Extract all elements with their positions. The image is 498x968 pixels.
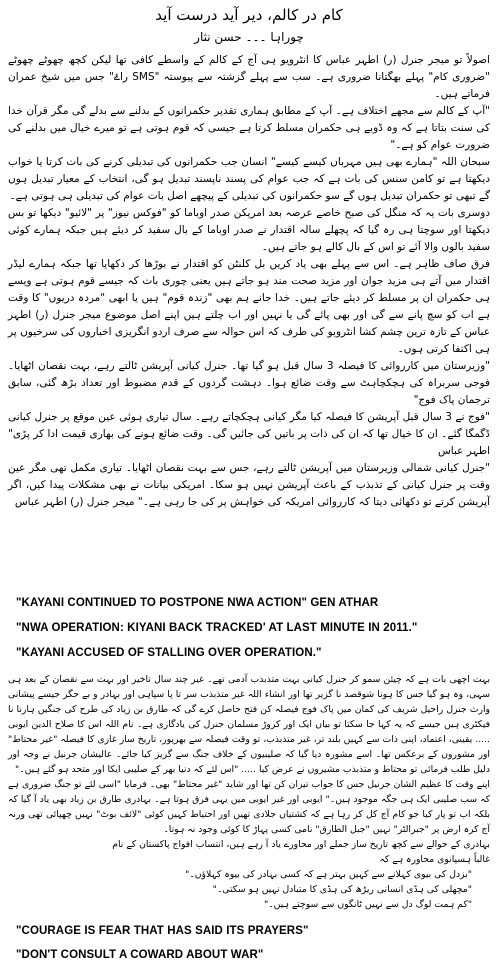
body-top bbox=[8, 52, 490, 511]
column-byline: چوراہا ۔۔۔ حسن نثار bbox=[194, 30, 304, 44]
english-headline: "DON'T CONSULT A COWARD ABOUT WAR" bbox=[16, 949, 264, 961]
quote: "مچھلی کی ہڈی انسانی ریڑھ کی ہڈی کا متبادل نہیں ہو سکتی۔" bbox=[212, 884, 472, 895]
paragraph: بہادری کے حوالے سے کچھ تاریخ ساز جملے اور محاورے یاد آ رہے ہیں، انتساب افواج پاکستان کے نام bbox=[112, 839, 490, 850]
english-headline: "KAYANI CONTINUED TO POSTPONE NWA ACTION" GEN ATHAR bbox=[16, 597, 379, 609]
column-title: کام در کالم، دیر آید درست آید bbox=[155, 6, 343, 24]
english-headline: "COURAGE IS FEAR THAT HAS SAID ITS PRAYERS" bbox=[16, 925, 309, 937]
paragraph: "وزیرستان میں کارروائی کا فیصلہ 3 سال قبل ہو گیا تھا۔ جنرل کیانی آپریشن ٹالتے رہے، بہت نقصان اٹھایا۔ فوجی سربراہ کی ہچکچاہٹ سے وقت ضائع ہوا۔ دہشت گردوں کے قدم مضبوط اور تعداد بڑھ گئی، سابق ترجمان پاک فوج" bbox=[8, 360, 490, 406]
quote: "کم ہمت لوگ دل سے نہیں ٹانگوں سے سوچتے ہیں۔" bbox=[263, 899, 472, 910]
paragraph: "فوج نے 3 سال قبل آپریشن کا فیصلہ کیا مگر کیانی ہچکچاتے رہے۔ سال تیاری ہوئی عین موقع پر جنرل کیانی ڈگمگا گئے۔ ان کا خیال تھا کہ ان کی ذات پر باتیں کی جائیں گی۔ وقت ضائع ہونے کی بھاری قیمت ادا کر پڑی" اطہر عباس bbox=[8, 411, 491, 457]
english-headline: "NWA OPERATION: KIYANI BACK TRACKED' AT LAST MINUTE IN 2011." bbox=[16, 622, 418, 634]
paragraph: غالباً ہسپانوی محاورہ ہے کہ bbox=[379, 854, 490, 865]
paragraph: بہت اچھی بات ہے کہ چیئن سمو کر جنرل کیانی بہت متذبذب آدمی تھے۔ غیر چند سال تاخیر اور بہت سے نقصان کے بعد ہی سہی، وہ ہو گیا جس کا ہونا شوقصد نا گزیر تھا اور انشاء اللہ غیر متذبذب سر تا پا سپاہی اور بہادر و بے جگر جیسے پیشانی وارث جنرل راحیل شریف کی کمان میں پاک فوج فیصلہ کن فتح حاصل کرے گی کہ طارق بن زیاد کی طرح کی جنگیں ہارنا نا فیکٹری ہیں جیسے کہ یہ کہا جا سکتا تو بیاں ایک اور کروڑ مسلمان جنرل کی یادگاری ہے۔ نام اللہ اس کا صلاح الدین ایوبی ..... یقینی، اعتماد، اپنی ذات سے کہیں بلند تر، غیر متذبذب، تو وقت فیصلہ سے بھرپور، تاریخ ساز غازی کا فیصلہ "غیر محتاط" اور مشوروں کے برعکس تھا۔ اسے مشورہ دیا گیا کہ صلیبیوں کے خلاف جنگ سے گریز کیا جائے۔ عالیشان جرنیل نے وجہ اور دلیل طلب فرمائی تو محتاط و متذبذب مشیروں نے عرض کیا ..... "اس لئے کہ دنیا بھر کے صلیبی ایکا اور متحد ہو گئے ہیں۔" bbox=[8, 674, 490, 775]
paragraph: "آپ کے کالم سے مجھے اختلاف ہے۔ آپ کے مطابق ہماری تقدیر حکمرانوں کے بدلنے سے بدلے گی مگر قرآن خدا کی سنت بتاتا ہے کہ وہ ڈوبے ہی حکمران مسلط کرتا ہے جیسی کہ قوم ہوتی ہے تو میرے خیال میں بدلنے کی ضرورت عوام کو ہے۔" bbox=[8, 105, 490, 151]
paragraph: اپنے وقت کا عظیم الشان جرنیل جس کا جواب تیران کن تھا اور شاید "غیر محتاط" بھی۔ فرمایا "اسی لئے تو جنگ ضروری ہے کہ سب صلیبی ایک ہی جگہ موجود ہیں۔" ایوبی اور غیر ایوبی میں یہی فرق ہوتا ہے۔ بہادری طارق بن زیاد بھی یاد آ گیا کہ بلکہ اب تو پار کیا جو کام آج کل کر رہا ہے کہ کشتیاں جلادی تھیں اور احتیاط کہیں کوئی "لائف بوٹ" نہیں چھپائی تھی ورنہ آج کرہ ارض پر "جبرالٹر" نہیں "جبل الطارق" نامی کسی پہاڑ کا کوئی وجود نہ ہوتا۔ bbox=[8, 779, 490, 835]
paragraph: سبحان اللہ "ہمارے بھی ہیں مہرباں کیسے کیسے" انسان جب حکمرانوں کی تبدیلی کرنے کی بات کرتا یا خواب دیکھتا ہے تو کامن سنس کی بات ہے کہ جب عوام کی پسند ناپسند تبدیل ہو گی، انتخاب کے معیار تبدیل ہوں گے تبھی تو حکمران تبدیل ہوں گے سو حکمرانوں کی تبدیلی کے پیچھے اصل بات عوام کی تبدیلی ہی ہوتی ہے۔ bbox=[8, 156, 490, 202]
paragraph: فرق صاف ظاہر ہے۔ اس سے پہلے بھی یاد کریں بل کلنٹن کو اقتدار نے بوڑھا کر دکھایا تھا جبکہ ہمارے لیڈر اقتدار میں آتے ہی مزید جوان اور مزید صحت مند ہو جاتے ہیں یعنی چوری بات کہ جیسے قوم ہوتی ہے ویسے ہی حکمران ان پر مسلط کر دیئے جاتے ہیں۔ خدا جانے ہم بھی "زندہ قوم" ہیں یا ابھی "مردہ دریوں" کا وقت ہے اب کو سچ پانے سے گی اور بھی پائے گی یا نہیں اور اب چلتے ہیں اپنے اصل موضوع میجر جنرل (ر) اطہر عباس کے تازہ ترین چشم کشا انٹرویو کی طرف کہ اس حوالہ سے صرف اردو انگریزی اخباروں کی سرخیوں پر ہی اکتفا کرتی ہوں۔ bbox=[8, 258, 490, 355]
body-bottom bbox=[8, 672, 490, 912]
paragraph: دوسری بات یہ کہ منگل کی صبح خاصے عرصہ بعد امریکن صدر اوباما کو "فوکس نیوز" پر "لائیو" دیکھا تو بس دیکھتا اور سوچتا ہی رہ گیا کہ پچھلے سالہ اقتدار نے صدر اوباما کے بال سفید کر دیئے ہیں جبکہ ہمارے کوئی سفید بالوں والا آئے تو اس کے بال کالے ہو جاتے ہیں۔ bbox=[8, 207, 490, 253]
paragraph: "جنرل کیانی شمالی وزیرستان میں آپریشن ٹالتے رہے، جس سے بہت نقصان اٹھایا۔ تیاری مکمل تھی مگر عین وقت پر جنرل کیانی کے تذبذب کے باعث آپریشن نہیں ہو سکا۔ امریکی بیانات نے بھی مشکلات پیدا کیں، اگر آپریشن کرتے تو دکھائی دیتا کہ کارروائی امریکہ کی خواہش پر کی جا رہی ہے۔" میجر جنرل (ر) اطہر عباس bbox=[8, 462, 490, 508]
paragraph: اصولاً تو میجر جنرل (ر) اطہر عباس کا انٹرویو ہی آج کے کالم کے واسطے کافی تھا لیکن کچھ چھوٹے چھوٹے "ضروری کام" پہلے بھگتانا ضروری ہے۔ سب سے پہلے گزشتہ سے پیوستہ "SMS راۓ" جس میں شیخ عمران فرماتے ہیں۔ bbox=[8, 54, 490, 100]
quote: "بزدل کی بیوی کہلانے سے کہیں بہتر ہے کہ کسی بہادر کی بیوہ کہلاؤں۔" bbox=[185, 869, 472, 880]
english-headline: "KAYANI ACCUSED OF STALLING OVER OPERATION." bbox=[16, 647, 322, 659]
